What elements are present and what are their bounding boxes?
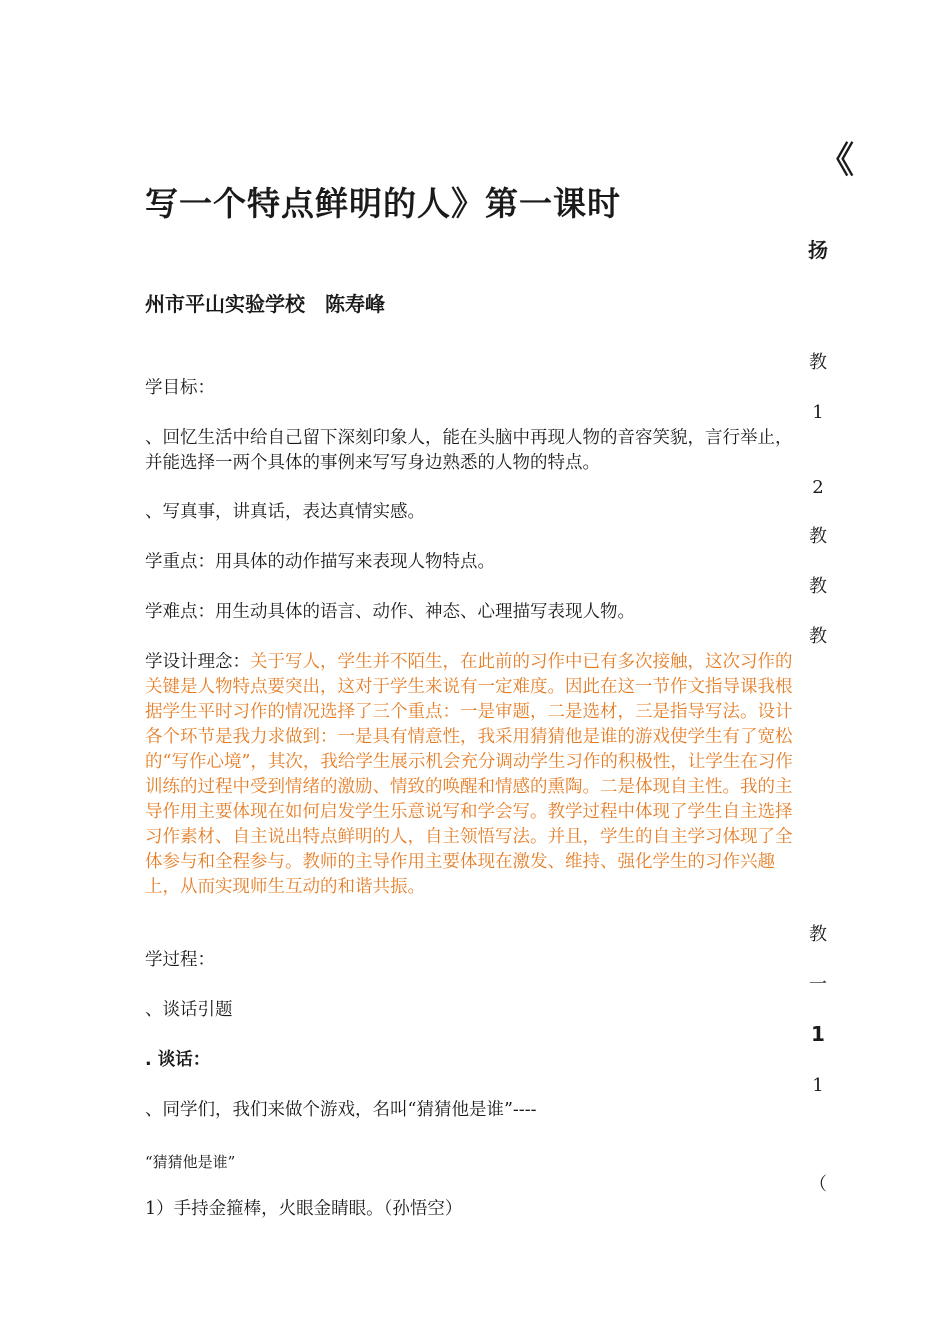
- design-concept: [145, 650, 800, 900]
- process-label: 学过程：: [145, 950, 215, 970]
- right-column-char: 一: [809, 974, 827, 995]
- design-label: 学设计理念：: [145, 652, 250, 672]
- talk-label: . 谈话：: [145, 1050, 211, 1070]
- open-title-quote: 《: [818, 140, 855, 181]
- objectives-label: 学目标：: [145, 378, 215, 398]
- key-point: 学重点：用具体的动作描写来表现人物特点。: [145, 552, 495, 572]
- right-column-char: 1: [812, 402, 824, 423]
- right-column-char: 1: [811, 1022, 825, 1046]
- right-column-char: 1: [812, 1075, 824, 1096]
- right-column-char: 教: [809, 526, 827, 547]
- talk-text: 、同学们，我们来做个游戏，名叫“猜猜他是谁”----: [145, 1100, 537, 1120]
- clue-1: 1）手持金箍棒，火眼金睛眼。（孙悟空）: [145, 1199, 463, 1219]
- objective-1: 、回忆生活中给自己留下深刻印象人，能在头脑中再现人物的音容笑貌，言行举止，并能选择一两个具体的事例来写写身边熟悉的人物的特点。: [145, 428, 793, 473]
- page-title: 写一个特点鲜明的人》第一课时: [145, 184, 621, 223]
- right-column-char: 2: [812, 477, 824, 498]
- right-column-char: 教: [809, 352, 827, 373]
- right-column-char: 教: [809, 626, 827, 647]
- objective-2: 、写真事，讲真话，表达真情实感。: [145, 502, 425, 522]
- step-1: 、谈话引题: [145, 1000, 233, 1020]
- design-text: 关于写人，学生并不陌生，在此前的习作中已有多次接触，这次习作的关键是人物特点要突出，这对于学生来说有一定难度。因此在这一节作文指导课我根据学生平时习作的情况选择了三个重点：一是审题，二是选材，三是指导写法。设计各个环节是我力求做到：一是具有情意性，我采用猜猜他是谁的游戏使学生有了宽松的“写作心境”，其次，我给学生展示机会充分调动学生习作的积极性，让学生在习作训练的过程中受到情绪的激励、情致的唤醒和情感的熏陶。二是体现自主性。我的主导作用主要体现在如何启发学生乐意说写和学会写。教学过程中体现了学生自主选择习作素材、自主说出特点鲜明的人，自主领悟写法。并且，学生的自主学习体现了全体参与和全程参与。教师的主导作用主要体现在激发、维持、强化学生的习作兴趣上，从而实现师生互动的和谐共振。: [145, 652, 793, 897]
- right-column-char: 教: [809, 924, 827, 945]
- right-column-char: （: [809, 1174, 827, 1195]
- right-column-char: 教: [809, 576, 827, 597]
- game-title: “猜猜他是谁”: [145, 1153, 236, 1171]
- difficulty: 学难点：用生动具体的语言、动作、神态、心理描写表现人物。: [145, 602, 635, 622]
- author-line: 州市平山实验学校 陈寿峰: [145, 292, 385, 316]
- right-column-char: 扬: [808, 238, 828, 262]
